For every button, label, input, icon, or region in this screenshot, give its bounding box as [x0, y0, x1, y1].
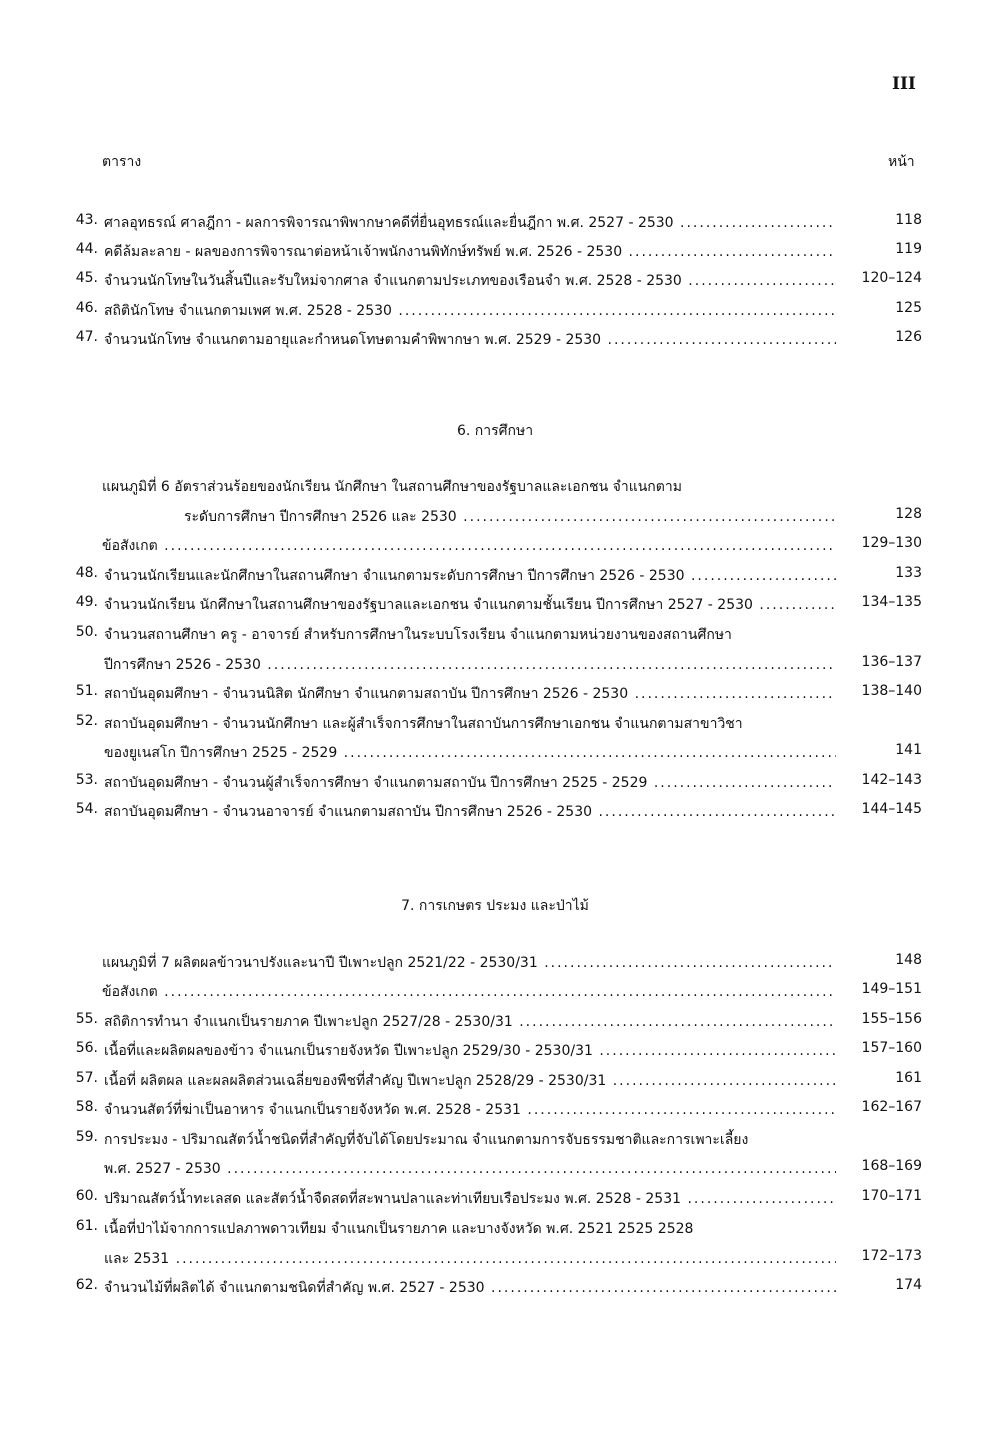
entry-number: 57.: [75, 1070, 98, 1086]
entry-title: แผนภูมิที่ 7 ผลิตผลข้าวนาปรังและนาปี ปีเพาะปลูก 2521/22 - 2530/31 .....: [102, 952, 836, 974]
entry-title: สถาบันอุดมศึกษา - จำนวนผู้สำเร็จการศึกษา จำแนกตามสถาบัน ปีการศึกษา 2525 - 2529 .....: [104, 772, 836, 794]
entry-page: 170–171: [861, 1188, 922, 1204]
entry-page: 136–137: [861, 654, 922, 670]
toc-entry[interactable]: [0, 1277, 990, 1307]
entry-title: จำนวนนักเรียนและนักศึกษาในสถานศึกษา จำแนกตามระดับการศึกษา ปีการศึกษา 2526 - 2530 .....: [104, 565, 836, 587]
toc-entry[interactable]: [0, 241, 990, 271]
notes-entry[interactable]: [0, 981, 990, 1011]
entry-title: สถาบันอุดมศึกษา - จำนวนนิสิต นักศึกษา จำแนกตามสถาบัน ปีการศึกษา 2526 - 2530 .....: [104, 683, 836, 705]
toc-entry[interactable]: [0, 1070, 990, 1100]
toc-entry-line2[interactable]: [0, 742, 990, 772]
entry-page: 172–173: [861, 1248, 922, 1264]
entry-number: 61.: [75, 1218, 98, 1234]
section-6-title: 6. การศึกษา: [456, 423, 534, 439]
entry-number: 53.: [75, 772, 98, 788]
entry-page: 168–169: [861, 1158, 922, 1174]
entry-page: 118: [895, 212, 922, 228]
entry-page: 157–160: [861, 1040, 922, 1056]
toc-entry[interactable]: [0, 300, 990, 330]
entry-title: สถิติการทำนา จำแนกเป็นรายภาค ปีเพาะปลูก 2527/28 - 2530/31 .....: [104, 1011, 836, 1033]
toc-entry-line1[interactable]: [0, 624, 990, 654]
toc-entry[interactable]: [0, 772, 990, 802]
toc-entry[interactable]: [0, 329, 990, 359]
entry-number: 43.: [75, 212, 98, 228]
entry-title: คดีล้มละลาย - ผลของการพิจารณาต่อหน้าเจ้าพนักงานพิทักษ์ทรัพย์ พ.ศ. 2526 - 2530 .....: [104, 241, 836, 263]
entry-title: การประมง - ปริมาณสัตว์น้ำชนิดที่สำคัญที่จับได้โดยประมาณ จำแนกตามการจับธรรมชาติและการเพาะเลี้ยง: [104, 1132, 749, 1148]
entry-title: ศาลอุทธรณ์ ศาลฎีกา - ผลการพิจารณาพิพากษาคดีที่ยื่นอุทธรณ์และยื่นฎีกา พ.ศ. 2527 - 2530 .....: [104, 212, 836, 234]
toc-entry[interactable]: [0, 683, 990, 713]
entry-page: 174: [895, 1277, 922, 1293]
toc-entry-line1[interactable]: [0, 1218, 990, 1248]
entry-title: จำนวนสถานศึกษา ครู - อาจารย์ สำหรับการศึกษาในระบบโรงเรียน จำแนกตามหน่วยงานของสถานศึกษา: [104, 627, 732, 643]
entry-page: 149–151: [861, 981, 922, 997]
entry-number: 59.: [75, 1129, 98, 1145]
entry-number: 55.: [75, 1011, 98, 1027]
entry-page: 144–145: [861, 801, 922, 817]
section-7-title: 7. การเกษตร ประมง และป่าไม้: [401, 898, 589, 914]
notes-entry[interactable]: [0, 535, 990, 565]
entry-title: พ.ศ. 2527 - 2530 .....: [104, 1158, 836, 1180]
toc-entry[interactable]: [0, 1188, 990, 1218]
entry-page: 138–140: [861, 683, 922, 699]
entry-number: 58.: [75, 1099, 98, 1115]
toc-entry[interactable]: [0, 1040, 990, 1070]
entry-page: 125: [895, 300, 922, 316]
entry-page: 126: [895, 329, 922, 345]
entry-title: ระดับการศึกษา ปีการศึกษา 2526 และ 2530 .....: [184, 506, 836, 528]
entry-title: ปริมาณสัตว์น้ำทะเลสด และสัตว์น้ำจืดสดที่สะพานปลาและท่าเทียบเรือประมง พ.ศ. 2528 - 2531 .....: [104, 1188, 836, 1210]
entry-title: ปีการศึกษา 2526 - 2530 .....: [104, 654, 836, 676]
toc-entry[interactable]: [0, 565, 990, 595]
toc-entry[interactable]: [0, 212, 990, 242]
entry-title: สถาบันอุดมศึกษา - จำนวนอาจารย์ จำแนกตามสถาบัน ปีการศึกษา 2526 - 2530 .....: [104, 801, 836, 823]
entry-number: 60.: [75, 1188, 98, 1204]
entry-page: 134–135: [861, 594, 922, 610]
entry-number: 52.: [75, 713, 98, 729]
entry-title: จำนวนไม้ที่ผลิตได้ จำแนกตามชนิดที่สำคัญ พ.ศ. 2527 - 2530 .....: [104, 1277, 836, 1299]
toc-entry[interactable]: [0, 801, 990, 831]
chart-entry[interactable]: [0, 952, 990, 982]
toc-entry-line2[interactable]: [0, 654, 990, 684]
entry-title: ของยูเนสโก ปีการศึกษา 2525 - 2529 .....: [104, 742, 836, 764]
entry-number: 62.: [75, 1277, 98, 1293]
column-header-page: หน้า: [888, 154, 915, 170]
entry-page: 120–124: [861, 270, 922, 286]
entry-number: 47.: [75, 329, 98, 345]
entry-page: 155–156: [861, 1011, 922, 1027]
entry-title: ข้อสังเกต .....: [102, 981, 836, 1003]
chart-entry-line2[interactable]: [0, 506, 990, 536]
page-number: III: [892, 74, 916, 94]
entry-number: 54.: [75, 801, 98, 817]
entry-page: 141: [895, 742, 922, 758]
entry-page: 142–143: [861, 772, 922, 788]
entry-title: จำนวนนักเรียน นักศึกษาในสถานศึกษาของรัฐบาลและเอกชน จำแนกตามชั้นเรียน ปีการศึกษา 2527 - 2530 .....: [104, 594, 836, 616]
entry-page: 162–167: [861, 1099, 922, 1115]
toc-entry-line1[interactable]: [0, 1129, 990, 1159]
entry-title: เนื้อที่และผลิตผลของข้าว จำแนกเป็นรายจังหวัด ปีเพาะปลูก 2529/30 - 2530/31 .....: [104, 1040, 836, 1062]
entry-number: 46.: [75, 300, 98, 316]
entry-page: 133: [895, 565, 922, 581]
entry-title: ข้อสังเกต .....: [102, 535, 836, 557]
entry-number: 48.: [75, 565, 98, 581]
entry-page: 128: [895, 506, 922, 522]
toc-entry[interactable]: [0, 1011, 990, 1041]
chart-entry-line1[interactable]: [0, 476, 990, 506]
entry-page: 148: [895, 952, 922, 968]
toc-entry-line1[interactable]: [0, 713, 990, 743]
toc-entry[interactable]: [0, 270, 990, 300]
entry-page: 129–130: [861, 535, 922, 551]
entry-title: แผนภูมิที่ 6 อัตราส่วนร้อยของนักเรียน นักศึกษา ในสถานศึกษาของรัฐบาลและเอกชน จำแนกตาม: [102, 479, 682, 495]
toc-entry[interactable]: [0, 594, 990, 624]
entry-title: เนื้อที่ป่าไม้จากการแปลภาพดาวเทียม จำแนกเป็นรายภาค และบางจังหวัด พ.ศ. 2521 2525 2528: [104, 1221, 694, 1237]
toc-entry[interactable]: [0, 1099, 990, 1129]
toc-entry-line2[interactable]: [0, 1248, 990, 1278]
entry-title: เนื้อที่ ผลิตผล และผลผลิตส่วนเฉลี่ยของพืชที่สำคัญ ปีเพาะปลูก 2528/29 - 2530/31 .....: [104, 1070, 836, 1092]
entry-title: จำนวนนักโทษ จำแนกตามอายุและกำหนดโทษตามคำพิพากษา พ.ศ. 2529 - 2530 .....: [104, 329, 836, 351]
entry-title: สถิตินักโทษ จำแนกตามเพศ พ.ศ. 2528 - 2530 .....: [104, 300, 836, 322]
entry-title: และ 2531 .....: [104, 1248, 836, 1270]
entry-number: 49.: [75, 594, 98, 610]
entry-number: 56.: [75, 1040, 98, 1056]
entry-number: 50.: [75, 624, 98, 640]
column-header-table: ตาราง: [102, 154, 142, 170]
toc-entry-line2[interactable]: [0, 1158, 990, 1188]
entry-title: จำนวนนักโทษในวันสิ้นปีและรับใหม่จากศาล จำแนกตามประเภทของเรือนจำ พ.ศ. 2528 - 2530 .....: [104, 270, 836, 292]
entry-page: 119: [895, 241, 922, 257]
entry-title: จำนวนสัตว์ที่ฆ่าเป็นอาหาร จำแนกเป็นรายจังหวัด พ.ศ. 2528 - 2531 .....: [104, 1099, 836, 1121]
entry-page: 161: [895, 1070, 922, 1086]
entry-number: 45.: [75, 270, 98, 286]
entry-number: 44.: [75, 241, 98, 257]
entry-number: 51.: [75, 683, 98, 699]
entry-title: สถาบันอุดมศึกษา - จำนวนนักศึกษา และผู้สำเร็จการศึกษาในสถาบันการศึกษาเอกชน จำแนกตามสาขาวิชา: [104, 716, 743, 732]
